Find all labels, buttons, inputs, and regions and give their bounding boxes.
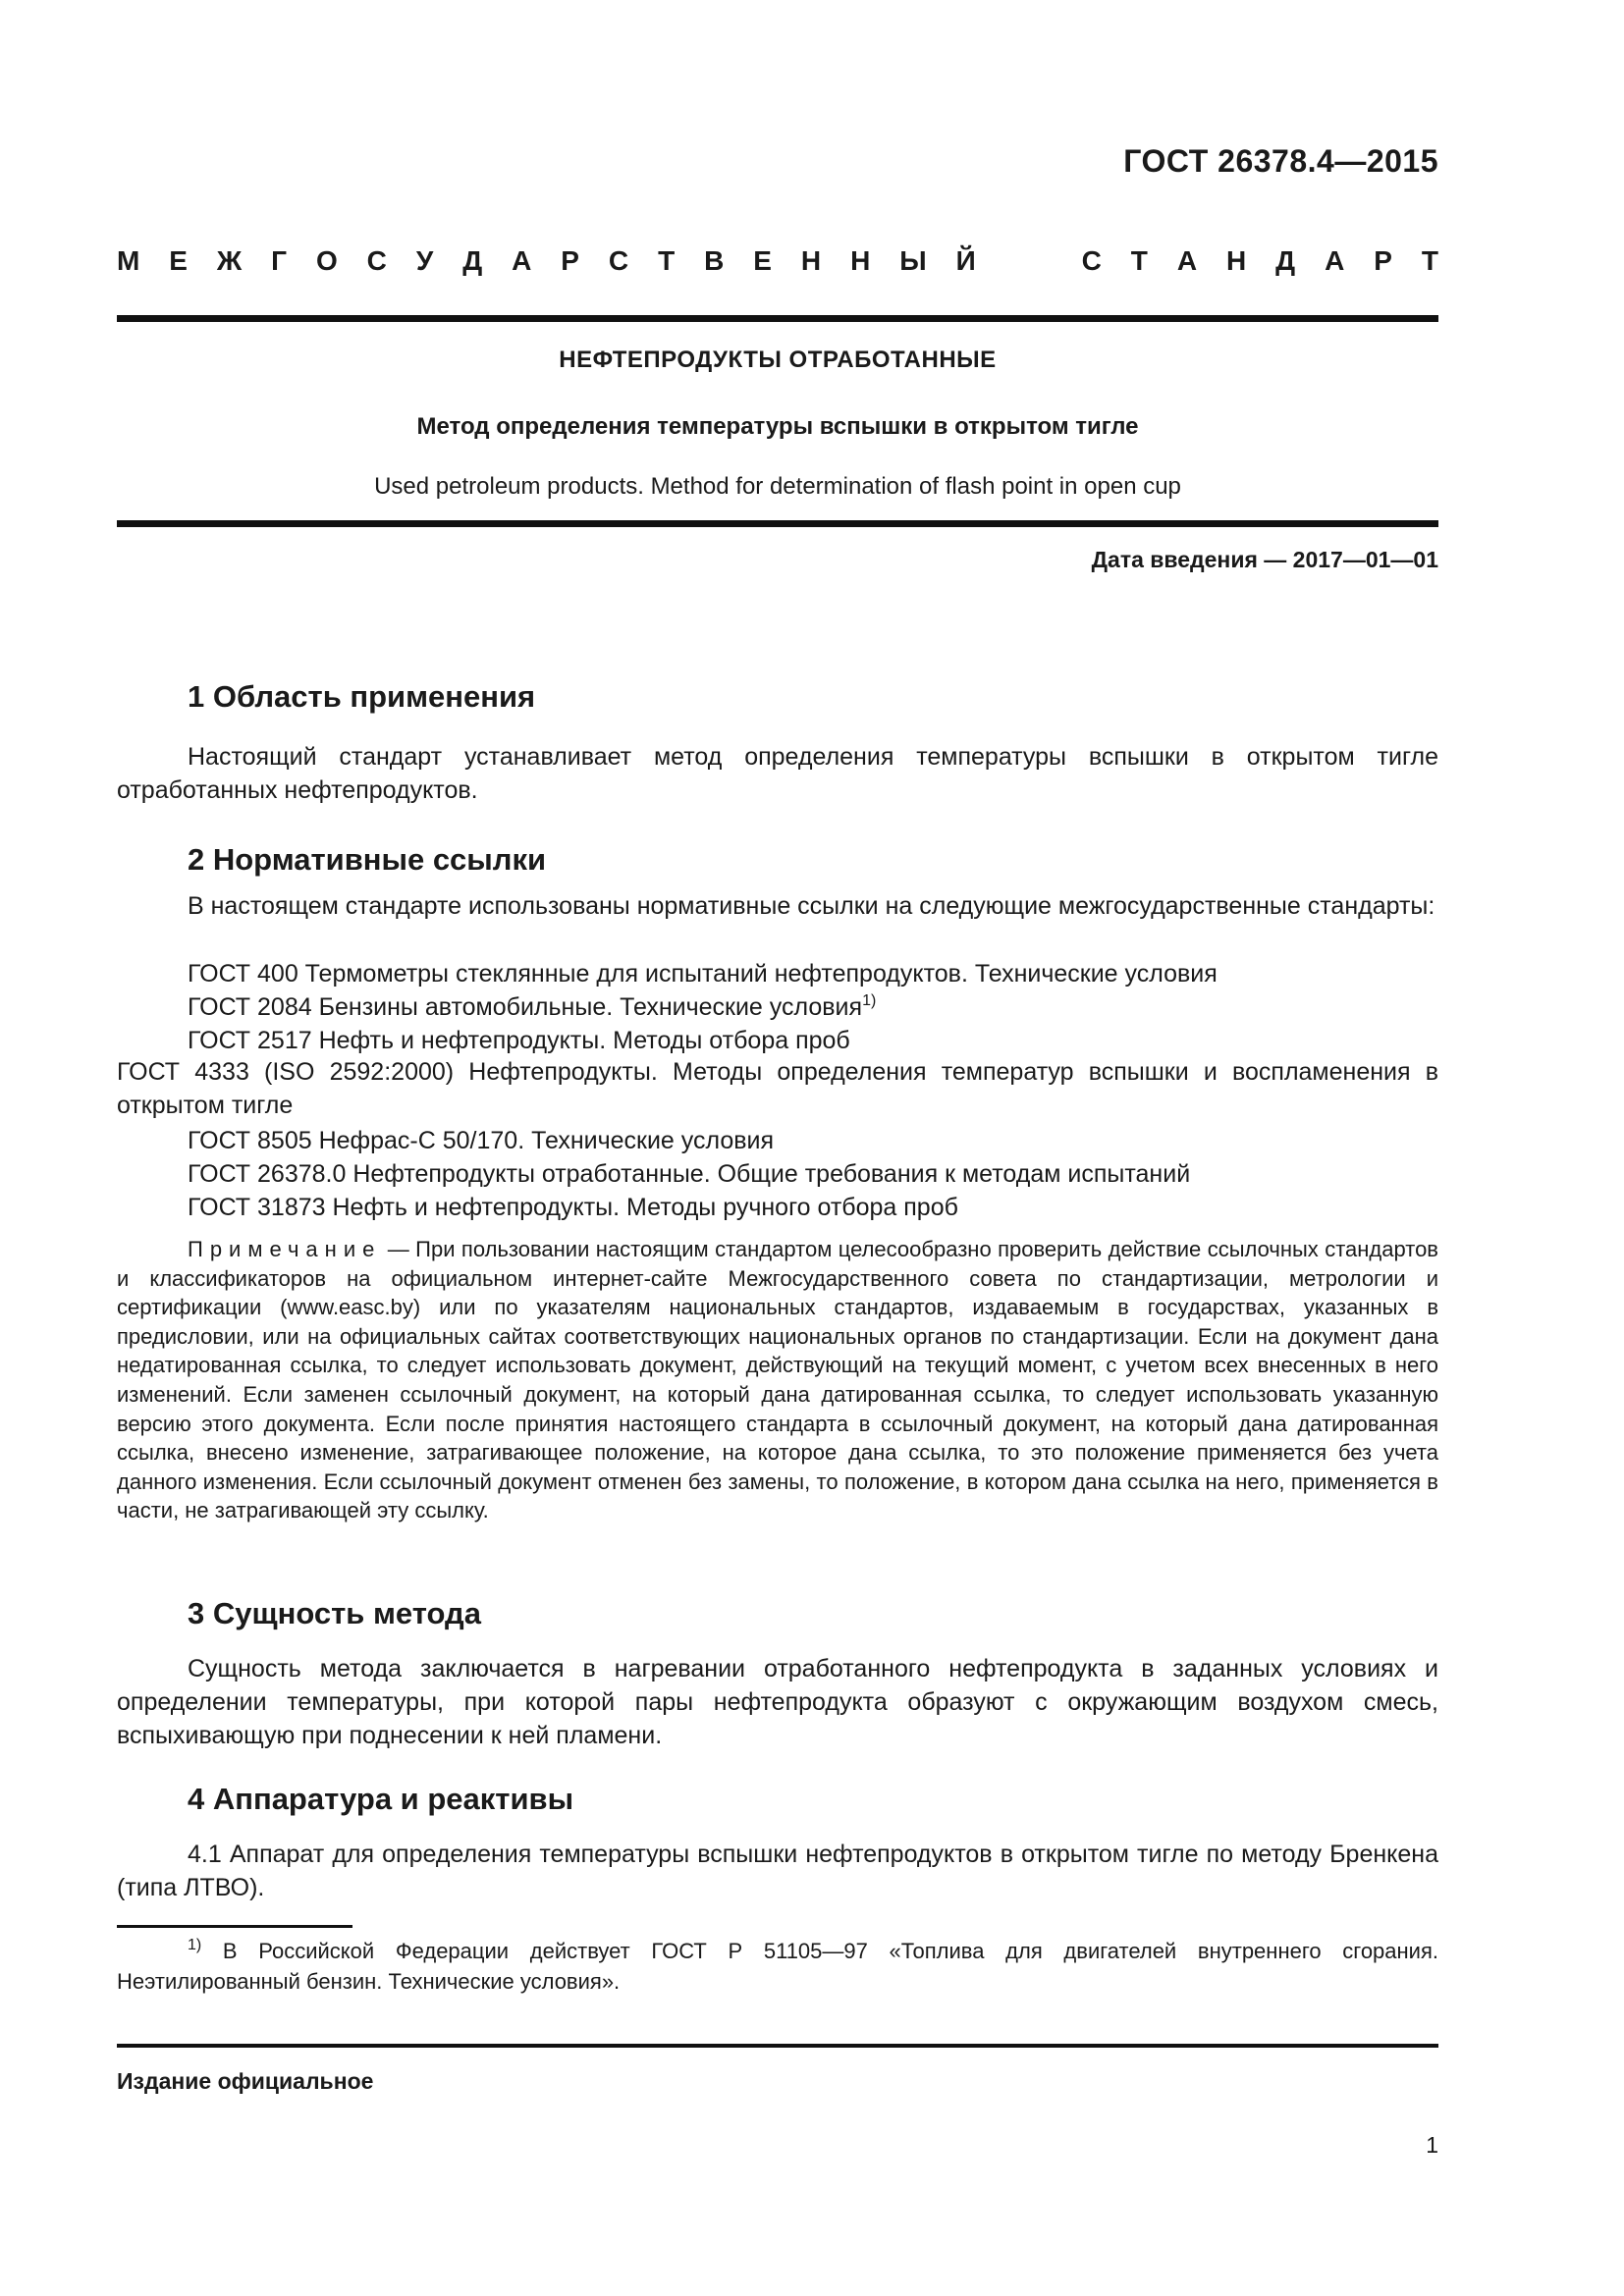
kind-letter: А xyxy=(512,245,532,276)
kind-letter: О xyxy=(315,245,338,276)
standard-kind-line xyxy=(117,245,1438,277)
section-heading-references: 2 Нормативные ссылки xyxy=(188,842,547,877)
references-note xyxy=(117,1235,1438,1525)
kind-letter: Ж xyxy=(216,245,243,276)
paragraph-text: В настоящем стандарте использованы нормативные ссылки на следующие межгосударственные стандарты: xyxy=(188,892,1435,920)
kind-letter: А xyxy=(1325,245,1345,276)
kind-letter: Й xyxy=(955,245,976,276)
kind-letter: Т xyxy=(658,245,676,276)
section-heading-scope: 1 Область применения xyxy=(188,679,536,714)
footnote-mark: 1) xyxy=(862,991,877,1009)
kind-letter: Г xyxy=(271,245,288,276)
kind-letter: Ы xyxy=(899,245,927,276)
paragraph-text: Настоящий стандарт устанавливает метод определения температуры вспышки в открытом тигле отработанных нефтепродуктов. xyxy=(117,743,1438,804)
reference-text: ГОСТ 4333 (ISO 2592:2000) Нефтепродукты. Методы определения температур вспышки и воспламенения в открытом тигле xyxy=(117,1058,1438,1119)
reference-item: ГОСТ 26378.0 Нефтепродукты отработанные. Общие требования к методам испытаний xyxy=(188,1160,1191,1188)
kind-letter: Н xyxy=(850,245,871,276)
introduction-date: Дата введения — 2017—01—01 xyxy=(1091,547,1438,572)
reference-item: ГОСТ 31873 Нефть и нефтепродукты. Методы ручного отбора проб xyxy=(188,1194,958,1221)
note-text: — При пользовании настоящим стандартом целесообразно проверить действие ссылочных стандартов и классификаторов на официальном интернет-сайте Межгосударственного совета по стандартизации, метрологии и сертификации (www.easc.by) или по указателям национальных стандартов, издаваемым в государствах, указанных в предисловии, или на официальных сайтах соответствующих национальных органов по стандартизации. Если на документ дана недатированная ссылка, то следует использовать документ, действующий на текущий момент, с учетом всех внесенных в него изменений. Если заменен ссылочный документ, на который дана датированная ссылка, то следует использовать указанную версию этого документа. Если после принятия настоящего стандарта в ссылочный документ, на который дана датированная ссылка, внесено изменение, затрагивающее положение, на которое дана ссылка, то это положение применяется без учета данного изменения. Если ссылочный документ отменен без замены, то положение, в котором дана ссылка на него, применяется в части, не затрагивающей эту ссылку. xyxy=(117,1237,1438,1523)
kind-letter: С xyxy=(1081,245,1102,276)
footnote-rule xyxy=(117,1925,352,1928)
page-number: 1 xyxy=(1426,2132,1438,2158)
section-text-apparatus xyxy=(117,1838,1438,1904)
kind-letter: А xyxy=(1176,245,1198,276)
document-subtitle: Метод определения температуры вспышки в открытом тигле xyxy=(416,413,1139,440)
kind-letter: Н xyxy=(800,245,822,276)
gost-number: ГОСТ 26378.4—2015 xyxy=(1123,143,1438,179)
kind-letter: Е xyxy=(169,245,188,276)
reference-item: ГОСТ 2517 Нефть и нефтепродукты. Методы отбора проб xyxy=(188,1027,850,1054)
footnote-text: В Российской Федерации действует ГОСТ Р 51105—97 «Топлива для двигателей внутреннего сгорания. Неэтилированный бензин. Технические условия». xyxy=(117,1939,1438,1994)
kind-letter: Т xyxy=(1130,245,1148,276)
paragraph-text: Сущность метода заключается в нагревании отработанного нефтепродукта в заданных условиях и определении температуры, при которой пары нефтепродукта образуют с окружающим воздухом смесь, вспыхивающую при поднесении к ней пламени. xyxy=(117,1655,1438,1749)
note-label: Примечание xyxy=(188,1237,382,1261)
kind-letter: Д xyxy=(1275,245,1296,276)
section-heading-apparatus: 4 Аппаратура и реактивы xyxy=(188,1782,574,1816)
reference-item xyxy=(117,1055,1438,1122)
word-gap xyxy=(1005,245,1053,277)
kind-letter: Р xyxy=(1374,245,1392,276)
kind-letter: М xyxy=(117,245,140,276)
kind-letter: Р xyxy=(561,245,579,276)
reference-item: ГОСТ 8505 Нефрас-С 50/170. Технические условия xyxy=(188,1127,775,1154)
kind-letter: Д xyxy=(462,245,483,276)
kind-letter: У xyxy=(415,245,434,276)
document-page xyxy=(117,0,1438,2296)
section-heading-method: 3 Сущность метода xyxy=(188,1596,481,1630)
footnote-mark: 1) xyxy=(188,1936,202,1953)
kind-letter: Т xyxy=(1421,245,1438,276)
references-intro xyxy=(117,889,1438,923)
reference-text: ГОСТ 2084 Бензины автомобильные. Технические условия xyxy=(188,993,863,1021)
document-title: НЕФТЕПРОДУКТЫ ОТРАБОТАННЫЕ xyxy=(559,347,997,373)
footer-rule xyxy=(117,2044,1438,2048)
title-rule xyxy=(117,520,1438,527)
header-rule xyxy=(117,315,1438,322)
kind-letter: Е xyxy=(753,245,772,276)
kind-letter: Н xyxy=(1226,245,1247,276)
kind-letter: С xyxy=(608,245,629,276)
reference-item xyxy=(188,993,876,1022)
footnote xyxy=(117,1936,1438,1997)
kind-letter: С xyxy=(366,245,387,276)
document-title-english: Used petroleum products. Method for determination of flash point in open cup xyxy=(374,473,1181,500)
paragraph-text: 4.1 Аппарат для определения температуры вспышки нефтепродуктов в открытом тигле по методу Бренкена (типа ЛТВО). xyxy=(117,1841,1438,1901)
section-text-scope xyxy=(117,740,1438,807)
kind-letter: В xyxy=(704,245,725,276)
edition-label: Издание официальное xyxy=(117,2068,374,2094)
reference-item: ГОСТ 400 Термометры стеклянные для испытаний нефтепродуктов. Технические условия xyxy=(188,960,1218,988)
section-text-method xyxy=(117,1652,1438,1752)
